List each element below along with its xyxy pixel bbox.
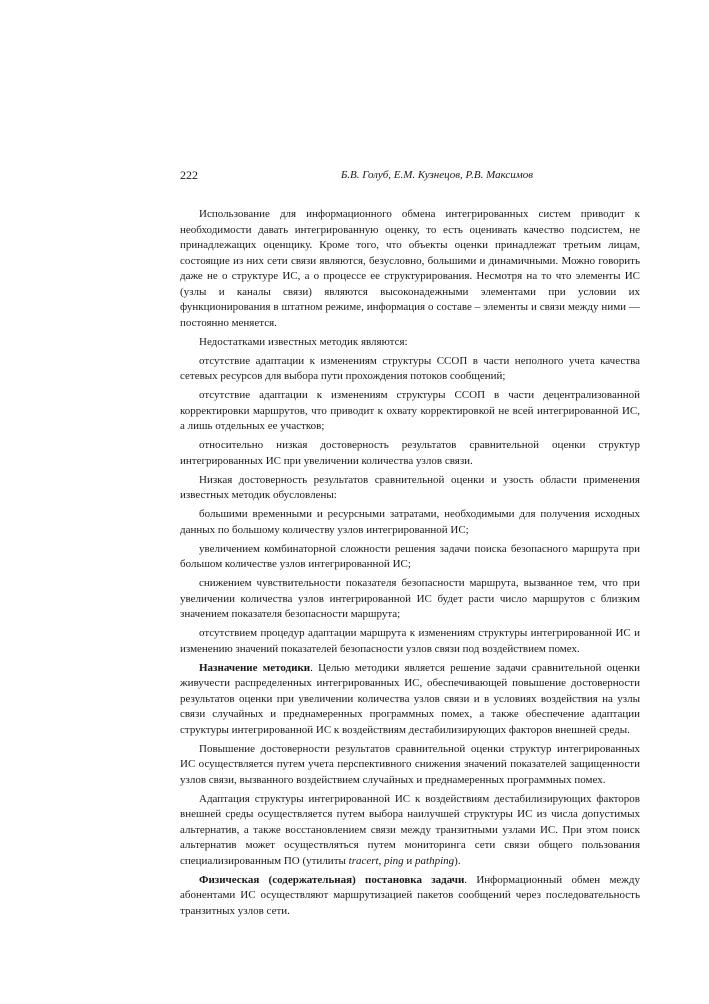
drawback-item-3: относительно низкая достоверность результатов сравнительной оценки структур интегрированных ИС при увеличении количества узлов связи. bbox=[180, 439, 640, 467]
drawback-item-1: отсутствие адаптации к изменениям структуры ССОП в части неполного учета качества сетевых ресурсов для выбора пути прохождения потоков сообщений; bbox=[180, 354, 640, 382]
adaptation-sep-2: и bbox=[403, 854, 416, 867]
utility-pathping: pathping bbox=[415, 854, 455, 867]
cause-item-4: отсутствием процедур адаптации маршрута к изменениям структуры интегрированной ИС и изменению значений показателей безопасности узлов связи под воздействием помех. bbox=[180, 627, 640, 655]
problem-text: . Информационный обмен между абонентами ИС осуществляют маршрутизацией пакетов сообщений через последовательность транзитных узлов сети. bbox=[180, 873, 640, 917]
purpose-text: . Целью методики является решение задачи сравнительной оценки живучести распределенных интегрированных ИС, обеспечивающей повышение достоверности результатов оценки при увеличении количества узлов связи и в условиях воздействия на узлы связи случайных и преднамеренных программных помех, а также обеспечение адаптации структуры интегрированной ИС к воздействиям дестабилизирующих факторов внешней среды. bbox=[180, 661, 640, 736]
header-authors: Б.В. Голуб, Е.М. Кузнецов, Р.В. Максимов bbox=[340, 169, 533, 181]
paragraph-problem-statement bbox=[180, 873, 640, 920]
running-header bbox=[180, 168, 640, 184]
cause-item-2: увеличением комбинаторной сложности решения задачи поиска безопасного маршрута при большом количестве узлов интегрированной ИС; bbox=[180, 542, 640, 570]
utility-tracert: tracert bbox=[348, 854, 379, 867]
cause-item-1: большими временными и ресурсными затратами, необходимыми для получения исходных данных по большому количеству узлов интегрированной ИС; bbox=[180, 508, 640, 536]
adaptation-end: ). bbox=[454, 854, 461, 867]
page-number: 222 bbox=[180, 168, 198, 182]
utility-ping: ping bbox=[384, 854, 404, 867]
adaptation-text: Адаптация структуры интегрированной ИС к воздействиям дестабилизирующих факторов внешней среды осуществляется путем выбора наилучшей структуры ИС из числа допустимых альтернатив, а также восстановлением связи между транзитными узлами ИС. При этом поиск альтернатив может осуществляться путем мониторинга сети связи общего пользования специализированным ПО (утилиты bbox=[180, 792, 640, 867]
paragraph-intro: Использование для информационного обмена интегрированных систем приводит к необходимости давать интегрированную оценку, то есть оценивать качество подсистем, не принадлежащих оценщику. Кроме того, что объекты оценки принадлежат третьим лицам, состоящие из них сети связи являются, безусловно, большими и динамичными. Можно говорить даже не о структуре ИС, а о процессе ее структурирования. Несмотря на то что элементы ИС (узлы и каналы связи) являются высоконадежными элементами при условии их функционирования в штатном режиме, информация о составе – элементы и связи между ними — постоянно меняется. bbox=[180, 208, 640, 329]
drawback-item-2: отсутствие адаптации к изменениям структуры ССОП в части децентрализованной корректировки маршрутов, что приводит к охвату корректировкой не всей интегрированной ИС, а лишь отдельных ее участков; bbox=[180, 389, 640, 432]
adaptation-sep-1: , bbox=[378, 854, 385, 867]
section-heading-problem: Физическая (содержательная) постановка задачи bbox=[199, 873, 465, 886]
paragraph-causes-lead: Низкая достоверность результатов сравнительной оценки и узость области применения известных методик обусловлены: bbox=[180, 473, 640, 501]
paragraph-drawbacks-lead: Недостатками известных методик являются: bbox=[199, 335, 408, 348]
paragraph-purpose bbox=[180, 661, 640, 739]
cause-item-3: снижением чувствительности показателя безопасности маршрута, вызванное тем, что при увеличении количества узлов интегрированной ИС будет расти число маршрутов с близким значением показателя безопасности маршрута; bbox=[180, 577, 640, 620]
body-text bbox=[180, 207, 640, 923]
section-heading-purpose: Назначение методики bbox=[199, 661, 311, 674]
paragraph-reliability: Повышение достоверности результатов сравнительной оценки структур интегрированных ИС осуществляется путем учета перспективного снижения значений показателей защищенности узлов связи, вызванного воздействием случайных и преднамеренных программных помех. bbox=[180, 742, 640, 786]
paragraph-adaptation bbox=[180, 792, 640, 870]
